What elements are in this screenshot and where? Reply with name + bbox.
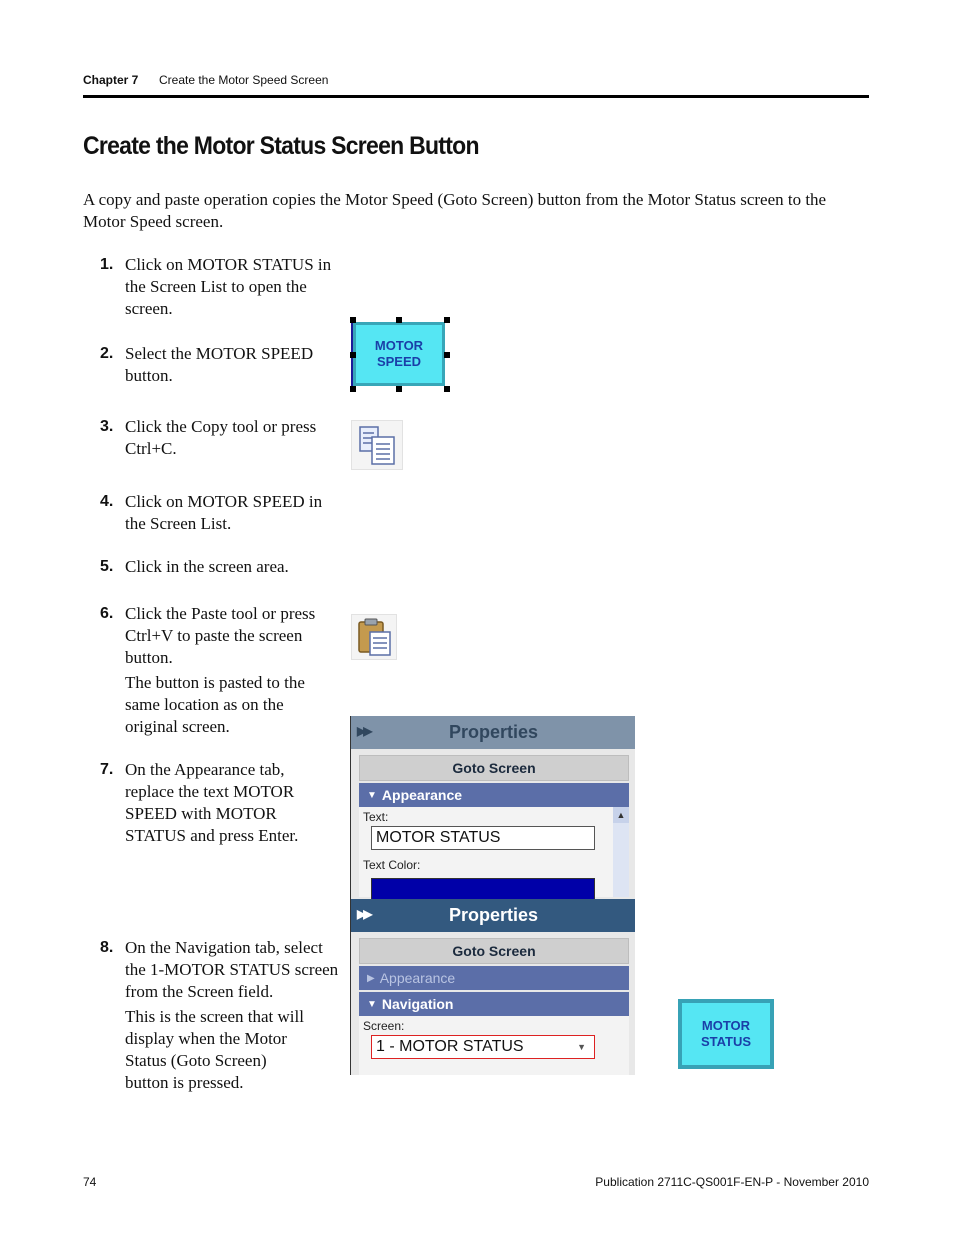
step-note: This is the screen that will display when the Motor Status (Goto Screen) button is pressed. — [125, 1007, 304, 1092]
motor-speed-button — [353, 322, 445, 386]
appearance-body — [359, 807, 629, 897]
button-line-1: MOTOR — [374, 338, 424, 353]
text-color-label: Text Color: — [363, 858, 421, 872]
goto-screen-section: Goto Screen — [359, 755, 629, 781]
step-number: 7. — [100, 761, 114, 778]
paste-icon — [351, 614, 397, 660]
chapter-label: Chapter 7 — [83, 73, 139, 87]
goto-screen-section: Goto Screen — [359, 938, 629, 964]
text-label: Text: — [363, 810, 389, 824]
screen-select-value: 1 - MOTOR STATUS — [376, 1038, 524, 1055]
motor-status-button — [678, 999, 774, 1069]
step-text: Select the MOTOR SPEED button. — [125, 344, 314, 385]
step-text: Click the Copy tool or press Ctrl+C. — [125, 417, 317, 458]
step-number: 5. — [100, 558, 114, 575]
step-1 — [100, 254, 340, 320]
selection-handle — [350, 352, 356, 358]
step-number: 8. — [100, 939, 114, 956]
properties-title: Properties — [449, 722, 539, 742]
step-8 — [100, 937, 340, 1094]
selection-handle — [350, 317, 356, 323]
step-number: 6. — [100, 605, 114, 622]
step-number: 1. — [100, 256, 114, 273]
text-color-swatch[interactable] — [371, 878, 595, 899]
selection-handle — [396, 317, 402, 323]
button-line-2: STATUS — [700, 1034, 752, 1049]
collapse-arrows-icon[interactable]: ▶▶ — [357, 907, 370, 921]
properties-title-bar — [351, 716, 635, 749]
step-2 — [100, 343, 340, 387]
expand-triangle-icon: ▼ — [367, 789, 377, 801]
step-note: The button is pasted to the same location as on the original screen. — [125, 673, 305, 736]
step-text: Click in the screen area. — [125, 557, 289, 576]
step-text: Click the Paste tool or press Ctrl+V to paste the screen button. — [125, 604, 316, 667]
step-number: 3. — [100, 418, 114, 435]
group-label: Appearance — [381, 787, 463, 803]
running-header — [83, 73, 869, 87]
collapse-arrows-icon[interactable]: ▶▶ — [357, 724, 370, 738]
group-label: Appearance — [379, 970, 456, 986]
step-7 — [100, 759, 340, 847]
step-4 — [100, 491, 340, 535]
scroll-up-icon[interactable]: ▲ — [613, 807, 629, 823]
properties-title: Properties — [449, 905, 539, 925]
selection-handle — [444, 386, 450, 392]
publication-info: Publication 2711C-QS001F-EN-P - November 2010 — [595, 1175, 869, 1189]
step-6 — [100, 603, 340, 738]
chevron-down-icon[interactable]: ▼ — [577, 1042, 586, 1052]
step-5 — [100, 556, 340, 578]
expand-triangle-icon: ▼ — [367, 998, 377, 1010]
step-number: 2. — [100, 345, 114, 362]
copy-icon — [351, 420, 403, 470]
properties-appearance-panel — [350, 716, 635, 899]
section-title: Create the Motor Status Screen Button — [83, 132, 479, 160]
page-number: 74 — [83, 1175, 97, 1189]
button-line-1: MOTOR — [701, 1018, 751, 1033]
button-line-2: SPEED — [376, 354, 422, 369]
step-text: Click on MOTOR STATUS in the Screen List to open the screen. — [125, 255, 332, 318]
group-label: Navigation — [381, 996, 454, 1012]
appearance-group-header[interactable] — [359, 783, 629, 807]
step-text: On the Appearance tab, replace the text MOTOR SPEED with MOTOR STATUS and press Enter. — [125, 760, 299, 845]
selection-handle — [350, 386, 356, 392]
navigation-group-header[interactable] — [359, 992, 629, 1016]
selection-handle — [444, 352, 450, 358]
collapsed-triangle-icon: ▶ — [367, 972, 375, 984]
step-3 — [100, 416, 340, 460]
intro-paragraph: A copy and paste operation copies the Motor Speed (Goto Screen) button from the Motor Status screen to the Motor Speed screen. — [83, 190, 827, 231]
selection-handle — [444, 317, 450, 323]
screen-select[interactable] — [371, 1035, 595, 1059]
step-text: On the Navigation tab, select the 1-MOTOR STATUS screen from the Screen field. — [125, 938, 339, 1001]
selection-handle — [396, 386, 402, 392]
step-number: 4. — [100, 493, 114, 510]
properties-title-bar — [351, 899, 635, 932]
header-rule — [83, 95, 869, 98]
motor-speed-button-figure — [351, 320, 447, 388]
text-input[interactable]: MOTOR STATUS — [371, 826, 595, 850]
navigation-body — [359, 1016, 629, 1075]
screen-label: Screen: — [363, 1019, 405, 1033]
step-text: Click on MOTOR SPEED in the Screen List. — [125, 492, 323, 533]
scrollbar[interactable] — [613, 807, 629, 897]
properties-navigation-panel — [350, 899, 635, 1075]
chapter-title: Create the Motor Speed Screen — [159, 73, 329, 87]
appearance-group-header[interactable] — [359, 966, 629, 990]
